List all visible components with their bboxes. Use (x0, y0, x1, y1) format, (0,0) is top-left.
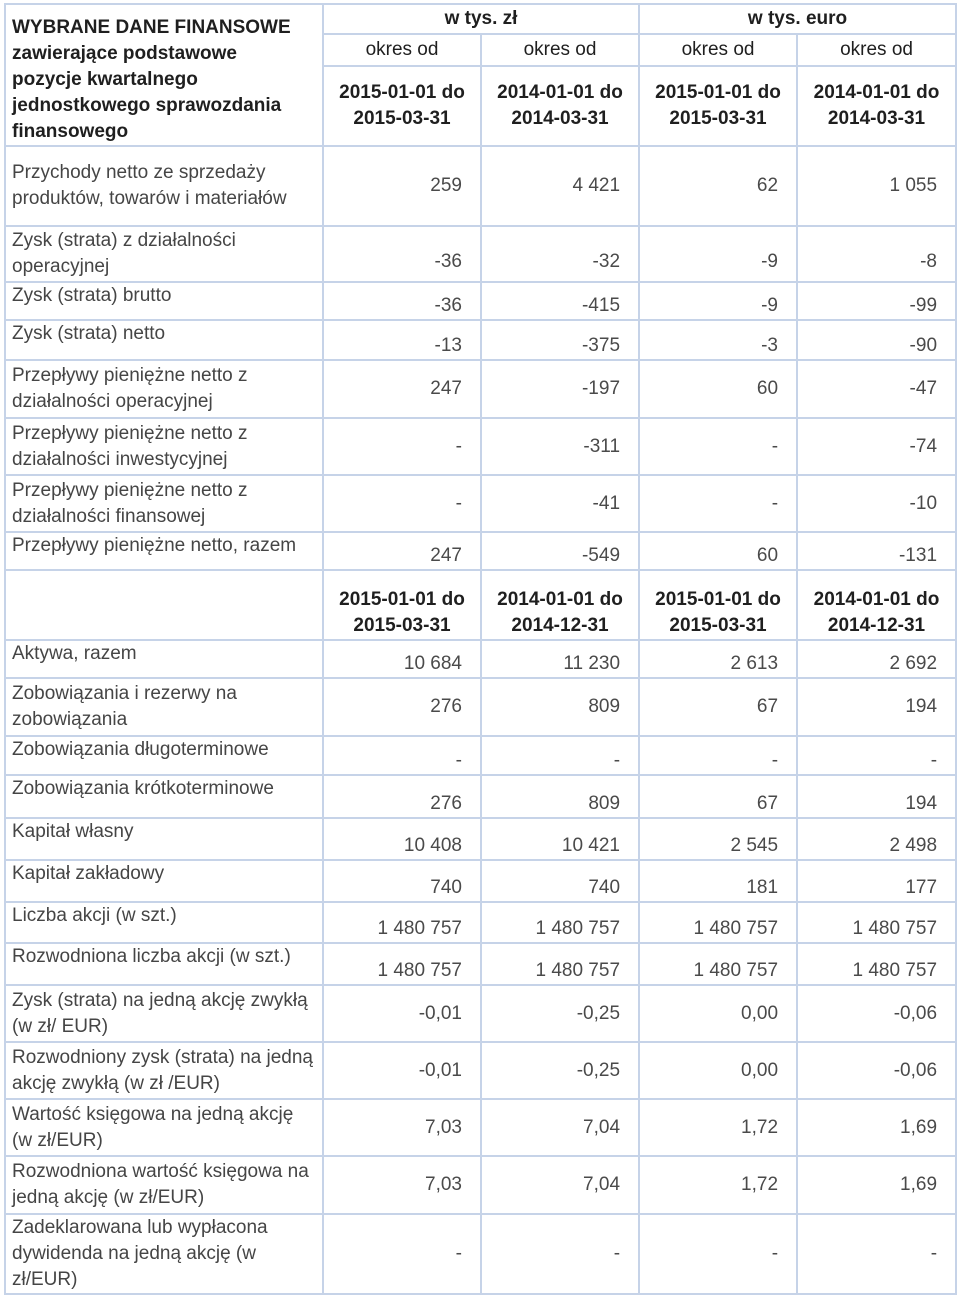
value-cell: 1 480 757 (797, 943, 956, 985)
value-cell: -13 (323, 320, 481, 360)
value-cell: 259 (323, 146, 481, 226)
row-label: Kapitał własny (5, 818, 323, 860)
value-cell: -74 (797, 418, 956, 475)
period-dates (797, 570, 956, 640)
row-label: Rozwodniony zysk (strata) na jedną akcję zwykłą (w zł /EUR) (5, 1042, 323, 1099)
value-cell: -47 (797, 360, 956, 418)
table-row (5, 985, 956, 1042)
value-cell: -415 (481, 282, 639, 320)
value-cell: 2 545 (639, 818, 797, 860)
table-row (5, 1042, 956, 1099)
table-row (5, 282, 956, 320)
value-cell: 276 (323, 678, 481, 736)
period-start: 2015-01-01 do (655, 82, 781, 103)
title-line: pozycje kwartalnego (12, 69, 198, 90)
value-cell: 1,72 (639, 1099, 797, 1156)
value-cell: -0,25 (481, 1042, 639, 1099)
value-cell: -311 (481, 418, 639, 475)
value-cell: 62 (639, 146, 797, 226)
value-cell: 194 (797, 775, 956, 818)
financial-data-table (4, 3, 957, 1295)
value-cell: 10 421 (481, 818, 639, 860)
value-cell: 10 684 (323, 640, 481, 678)
table-row (5, 943, 956, 985)
value-cell: 1 055 (797, 146, 956, 226)
row-label: Rozwodniona wartość księgowa na jedną akcję (w zł/EUR) (5, 1156, 323, 1214)
value-cell: 809 (481, 678, 639, 736)
value-cell: 2 498 (797, 818, 956, 860)
row-label: Wartość księgowa na jedną akcję (w zł/EUR) (5, 1099, 323, 1156)
row-label: Zysk (strata) netto (5, 320, 323, 360)
value-cell: 7,04 (481, 1099, 639, 1156)
row-label: Zobowiązania krótkoterminowe (5, 775, 323, 818)
value-cell: 181 (639, 860, 797, 902)
value-cell: - (639, 1214, 797, 1294)
table-row (5, 146, 956, 226)
value-cell: -10 (797, 475, 956, 532)
row-label: Aktywa, razem (5, 640, 323, 678)
value-cell: -0,01 (323, 985, 481, 1042)
value-cell: 1,69 (797, 1156, 956, 1214)
value-cell: - (323, 1214, 481, 1294)
value-cell: -197 (481, 360, 639, 418)
value-cell: 740 (323, 860, 481, 902)
table-row (5, 1156, 956, 1214)
row-label: Zysk (strata) na jedną akcję zwykłą (w zł/ EUR) (5, 985, 323, 1042)
table-row (5, 226, 956, 282)
period-start: 2014-01-01 do (497, 82, 623, 103)
period-end: 2015-03-31 (669, 615, 767, 636)
value-cell: 1 480 757 (323, 902, 481, 943)
table-row (5, 360, 956, 418)
value-cell: 1 480 757 (481, 902, 639, 943)
period-label: okres od (639, 34, 797, 66)
value-cell: - (639, 475, 797, 532)
unit-eur-header: w tys. euro (639, 4, 956, 34)
row-label: Rozwodniona liczba akcji (w szt.) (5, 943, 323, 985)
table-row (5, 1099, 956, 1156)
value-cell: 0,00 (639, 985, 797, 1042)
period-dates (323, 66, 481, 146)
table-row (5, 736, 956, 775)
table-row (5, 1214, 956, 1294)
table-row (5, 640, 956, 678)
value-cell: 1,72 (639, 1156, 797, 1214)
value-cell: 1 480 757 (797, 902, 956, 943)
value-cell: - (797, 736, 956, 775)
value-cell: 1 480 757 (323, 943, 481, 985)
value-cell: 67 (639, 678, 797, 736)
value-cell: -36 (323, 226, 481, 282)
unit-pln-header: w tys. zł (323, 4, 639, 34)
table-row (5, 678, 956, 736)
value-cell: 67 (639, 775, 797, 818)
table-row (5, 775, 956, 818)
period-label: okres od (481, 34, 639, 66)
period-start: 2015-01-01 do (655, 589, 781, 610)
table-row (5, 860, 956, 902)
row-label: Przepływy pieniężne netto z działalności operacyjnej (5, 360, 323, 418)
value-cell: - (481, 1214, 639, 1294)
value-cell: 247 (323, 360, 481, 418)
value-cell: - (323, 418, 481, 475)
financial-data-table-container (4, 3, 955, 1295)
table-row (5, 320, 956, 360)
value-cell: 7,03 (323, 1156, 481, 1214)
period-dates (639, 570, 797, 640)
row-label: Przychody netto ze sprzedaży produktów, towarów i materiałów (5, 146, 323, 226)
value-cell: 7,03 (323, 1099, 481, 1156)
value-cell: 276 (323, 775, 481, 818)
table-row (5, 532, 956, 570)
value-cell: -131 (797, 532, 956, 570)
period-start: 2015-01-01 do (339, 589, 465, 610)
value-cell: -3 (639, 320, 797, 360)
value-cell: 740 (481, 860, 639, 902)
value-cell: - (323, 736, 481, 775)
value-cell: 177 (797, 860, 956, 902)
value-cell: - (797, 1214, 956, 1294)
row-label: Liczba akcji (w szt.) (5, 902, 323, 943)
empty-header-cell (5, 570, 323, 640)
value-cell: 11 230 (481, 640, 639, 678)
value-cell: - (323, 475, 481, 532)
table-row (5, 818, 956, 860)
table-row (5, 902, 956, 943)
value-cell: -0,25 (481, 985, 639, 1042)
value-cell: 194 (797, 678, 956, 736)
value-cell: 60 (639, 360, 797, 418)
value-cell: -0,01 (323, 1042, 481, 1099)
value-cell: -9 (639, 282, 797, 320)
row-label: Zysk (strata) z działalności operacyjnej (5, 226, 323, 282)
row-label: Zobowiązania długoterminowe (5, 736, 323, 775)
period-start: 2014-01-01 do (813, 589, 940, 610)
value-cell: -375 (481, 320, 639, 360)
value-cell: -8 (797, 226, 956, 282)
period-end: 2014-03-31 (511, 108, 609, 129)
value-cell: -32 (481, 226, 639, 282)
value-cell: 1 480 757 (481, 943, 639, 985)
value-cell: 1 480 757 (639, 943, 797, 985)
period-end: 2015-03-31 (353, 108, 451, 129)
period-label: okres od (323, 34, 481, 66)
row-label: Zadeklarowana lub wypłacona dywidenda na jedną akcję (w zł/EUR) (5, 1214, 323, 1294)
value-cell: -36 (323, 282, 481, 320)
period-start: 2015-01-01 do (339, 82, 465, 103)
value-cell: 1,69 (797, 1099, 956, 1156)
value-cell: 247 (323, 532, 481, 570)
value-cell: -0,06 (797, 985, 956, 1042)
title-line: jednostkowego sprawozdania (12, 95, 282, 116)
value-cell: 2 692 (797, 640, 956, 678)
value-cell: - (639, 418, 797, 475)
value-cell: 1 480 757 (639, 902, 797, 943)
value-cell: 0,00 (639, 1042, 797, 1099)
period-dates (639, 66, 797, 146)
period-label: okres od (797, 34, 956, 66)
period-dates (323, 570, 481, 640)
header-dates-row-balance (5, 570, 956, 640)
value-cell: 60 (639, 532, 797, 570)
value-cell: 2 613 (639, 640, 797, 678)
title-line: WYBRANE DANE FINANSOWE (12, 17, 291, 38)
table-row (5, 418, 956, 475)
period-start: 2014-01-01 do (813, 82, 940, 103)
row-label: Kapitał zakładowy (5, 860, 323, 902)
period-dates (797, 66, 956, 146)
row-label: Przepływy pieniężne netto z działalności finansowej (5, 475, 323, 532)
period-end: 2014-12-31 (827, 615, 926, 636)
period-end: 2014-03-31 (827, 108, 926, 129)
value-cell: - (639, 736, 797, 775)
header-units-row (5, 4, 956, 34)
period-end: 2014-12-31 (511, 615, 609, 636)
value-cell: -549 (481, 532, 639, 570)
row-label: Przepływy pieniężne netto, razem (5, 532, 323, 570)
value-cell: -41 (481, 475, 639, 532)
title-line: finansowego (12, 121, 129, 142)
value-cell: - (481, 736, 639, 775)
period-start: 2014-01-01 do (497, 589, 623, 610)
period-end: 2015-03-31 (353, 615, 451, 636)
table-title (5, 4, 323, 146)
value-cell: -0,06 (797, 1042, 956, 1099)
row-label: Przepływy pieniężne netto z działalności inwestycyjnej (5, 418, 323, 475)
value-cell: -9 (639, 226, 797, 282)
period-dates (481, 570, 639, 640)
value-cell: 809 (481, 775, 639, 818)
value-cell: -99 (797, 282, 956, 320)
row-label: Zobowiązania i rezerwy na zobowiązania (5, 678, 323, 736)
title-line: zawierające podstawowe (12, 43, 237, 64)
value-cell: 10 408 (323, 818, 481, 860)
table-row (5, 475, 956, 532)
period-end: 2015-03-31 (669, 108, 767, 129)
value-cell: 4 421 (481, 146, 639, 226)
row-label: Zysk (strata) brutto (5, 282, 323, 320)
value-cell: 7,04 (481, 1156, 639, 1214)
value-cell: -90 (797, 320, 956, 360)
period-dates (481, 66, 639, 146)
